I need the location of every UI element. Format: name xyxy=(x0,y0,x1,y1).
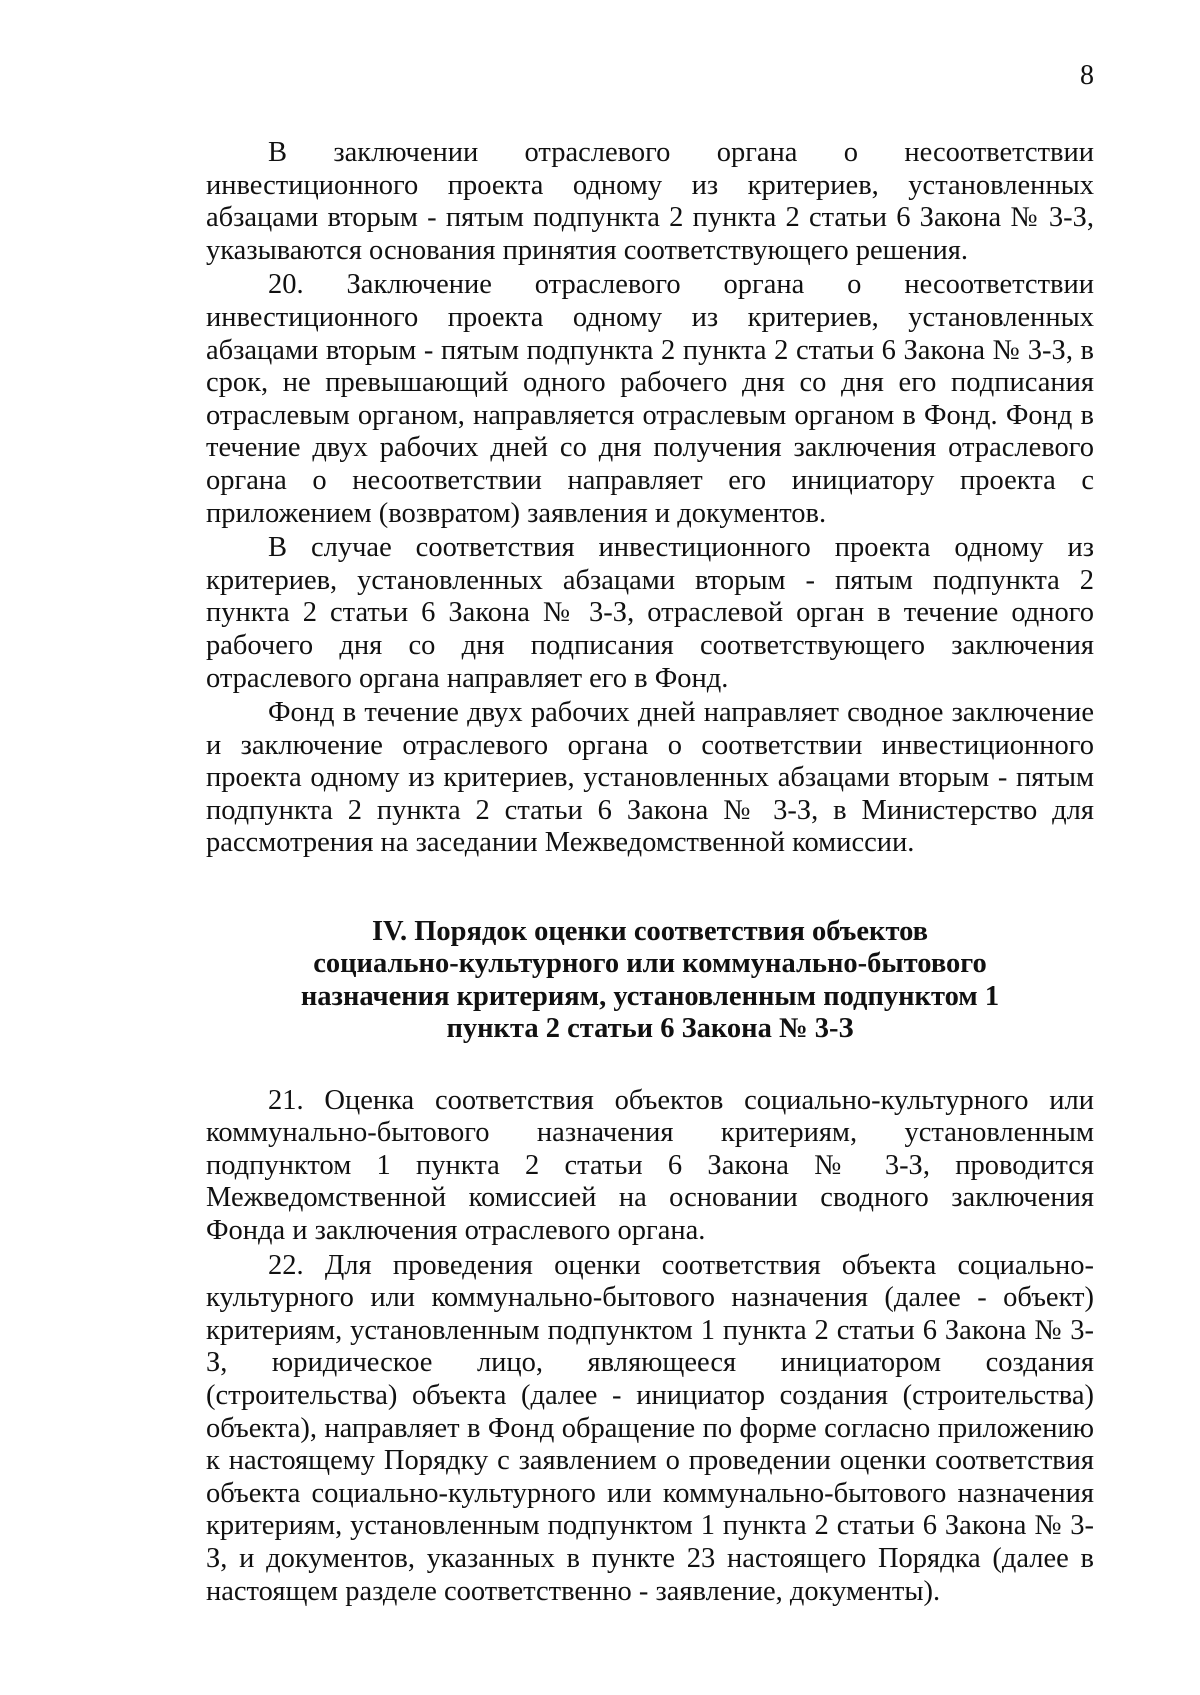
section-heading-line: IV. Порядок оценки соответствия объектов xyxy=(371,916,929,948)
page-number: 8 xyxy=(1080,60,1094,91)
paragraph-fund-summary: Фонд в течение двух рабочих дней направляет сводное заключение и заключение отраслевого органа о соответствии инвестиционного проекта одному из критериев, установленных абзацами вторым - пятым подпункта 2 пункта 2 статьи 6 Закона № 3-З, в Министерство для рассмотрения на заседании Межведомственной комиссии. xyxy=(206,697,1094,859)
paragraph-conclusion-grounds: В заключении отраслевого органа о несоответствии инвестиционного проекта одному из критериев, установленных абзацами вторым - пятым подпункта 2 пункта 2 статьи 6 Закона № 3-З, указываются основания принятия соответствующего решения. xyxy=(206,137,1094,266)
section-heading-line: социально-культурного или коммунально-бытового xyxy=(313,948,987,980)
section-heading-line: назначения критериям, установленным подпунктом 1 xyxy=(300,980,1000,1012)
paragraph-20: 20. Заключение отраслевого органа о несоответствии инвестиционного проекта одному из критериев, установленных абзацами вторым - пятым подпункта 2 пункта 2 статьи 6 Закона № 3-З, в срок, не превышающий одного рабочего дня со дня его подписания отраслевым органом, направляется отраслевым органом в Фонд. Фонд в течение двух рабочих дней со дня получения заключения отраслевого органа о несоответствии направляет его инициатору проекта с приложением (возвратом) заявления и документов. xyxy=(206,269,1094,529)
paragraph-22: 22. Для проведения оценки соответствия объекта социально-культурного или коммунально-бытового назначения (далее - объект) критериям, установленным подпунктом 1 пункта 2 статьи 6 Закона № 3-З, юридическое лицо, являющееся инициатором создания (строительства) объекта (далее - инициатор создания (строительства) объекта), направляет в Фонд обращение по форме согласно приложению к настоящему Порядку с заявлением о проведении оценки соответствия объекта социально-культурного или коммунально-бытового назначения критериям, установленным подпунктом 1 пункта 2 статьи 6 Закона № 3-З, и документов, указанных в пункте 23 настоящего Порядка (далее в настоящем разделе соответственно - заявление, документы). xyxy=(206,1249,1094,1607)
paragraph-21: 21. Оценка соответствия объектов социально-культурного или коммунально-бытового назначения критериям, установленным подпунктом 1 пункта 2 статьи 6 Закона № 3-З, проводится Межведомственной комиссией на основании сводного заключения Фонда и заключения отраслевого органа. xyxy=(206,1084,1094,1247)
section-heading-iv xyxy=(206,916,1094,1046)
paragraph-compliance-case: В случае соответствия инвестиционного проекта одному из критериев, установленных абзацами вторым - пятым подпункта 2 пункта 2 статьи 6 Закона № 3-З, отраслевой орган в течение одного рабочего дня со дня подписания соответствующего заключения отраслевого органа направляет его в Фонд. xyxy=(206,532,1094,694)
section-heading-line: пункта 2 статьи 6 Закона № 3-З xyxy=(446,1013,854,1045)
document-body xyxy=(206,137,1094,1608)
